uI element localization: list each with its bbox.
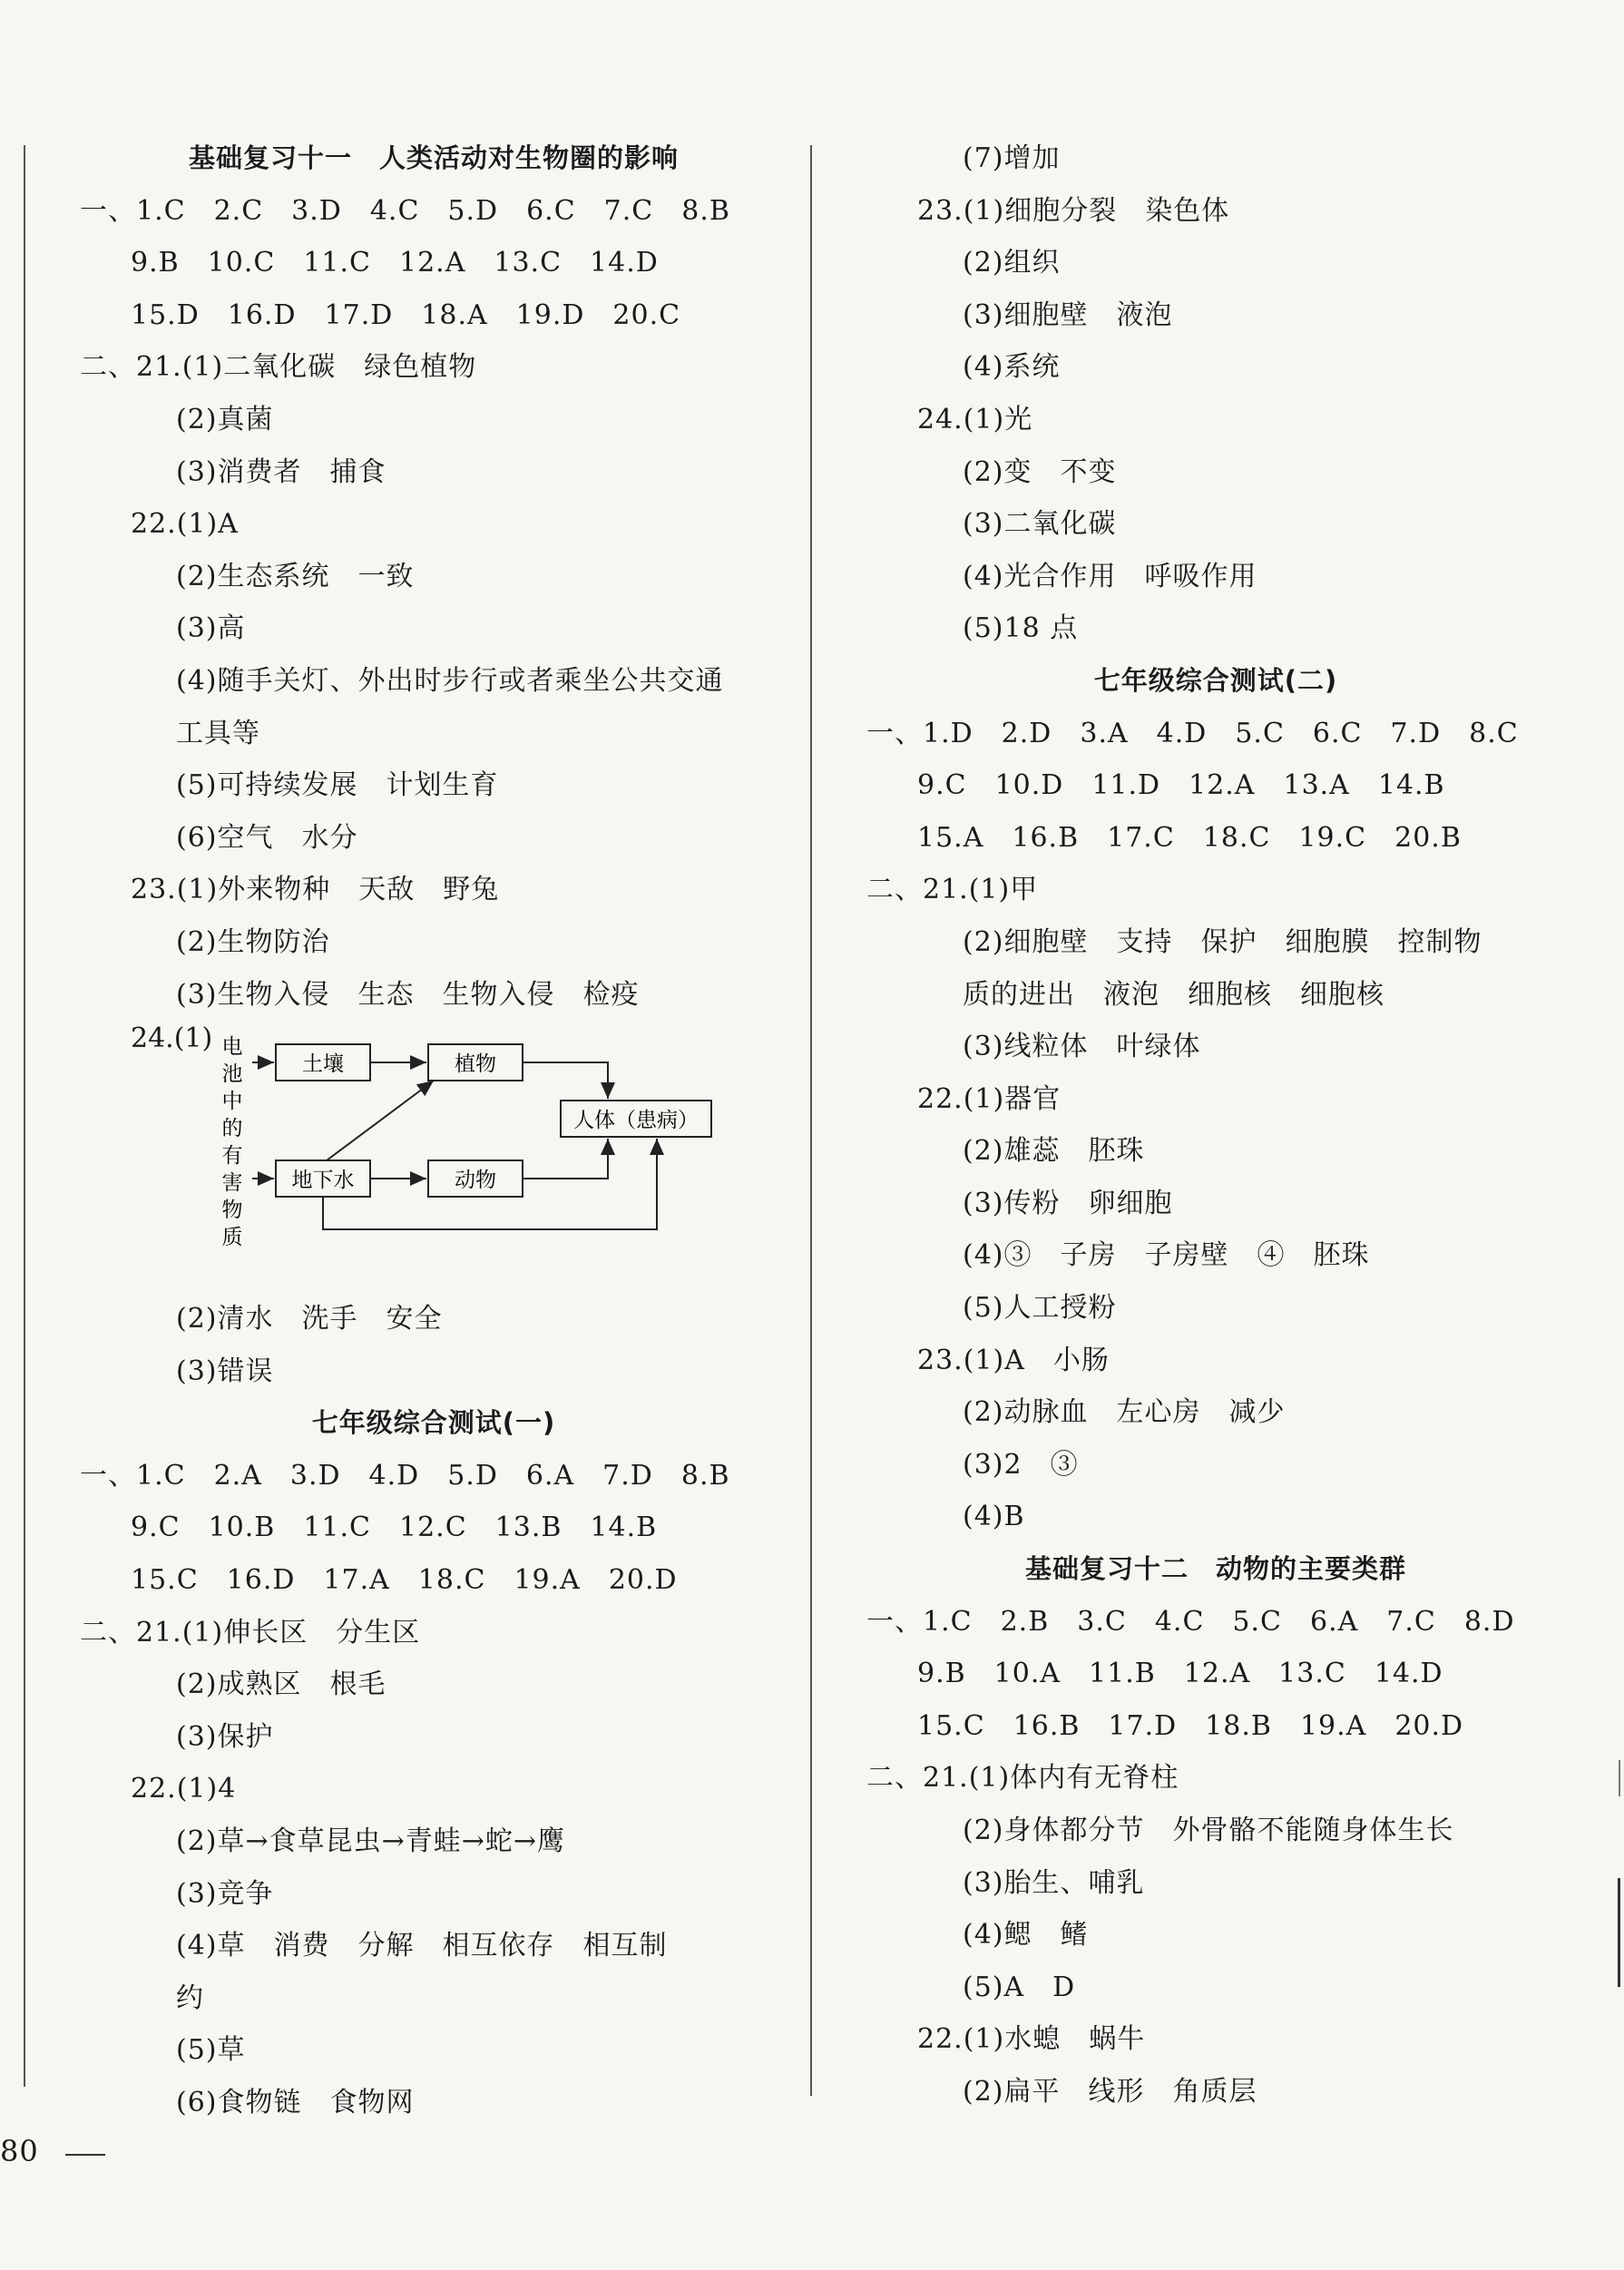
arrow-water-plant [327, 1081, 434, 1160]
answer-line: (3)竞争 [176, 1877, 274, 1910]
answer-line: (4)随手关灯、外出时步行或者乘坐公共交通 [176, 664, 724, 697]
answer-line: 22.(1)器官 [917, 1082, 1061, 1115]
answer-line: (2)雄蕊 胚珠 [963, 1135, 1145, 1168]
answer-line: (4)系统 [963, 351, 1061, 384]
answer-line: 一、1.C 2.C 3.D 4.C 5.D 6.C 7.C 8.B [80, 194, 730, 227]
answer-line: (5)草 [176, 2034, 246, 2067]
answer-line: (6)空气 水分 [176, 821, 358, 854]
answer-line: 约 [176, 1981, 204, 2014]
animal-label: 动物 [455, 1169, 496, 1193]
answer-line: (3)消费者 捕食 [176, 455, 386, 488]
section-heading: 七年级综合测试(二) [1093, 664, 1338, 696]
answer-line: 22.(1)水螅 蜗牛 [917, 2023, 1146, 2056]
answer-line: (2)细胞壁 支持 保护 细胞膜 控制物 [963, 925, 1482, 958]
answer-line: (4)③ 子房 子房壁 ④ 胚珠 [963, 1239, 1370, 1272]
answer-line: 23.(1)细胞分裂 染色体 [917, 194, 1230, 227]
answer-line: 23.(1)外来物种 天敌 野兔 [131, 874, 500, 906]
answer-line: 一、1.C 2.B 3.C 4.C 5.C 6.A 7.C 8.D [866, 1605, 1515, 1638]
answer-line: 15.D 16.D 17.D 18.A 19.D 20.C [131, 298, 681, 331]
scan-edge-marks [1615, 1724, 1624, 2041]
answer-line: 23.(1)A 小肠 [917, 1344, 1110, 1376]
answer-line: (4)草 消费 分解 相互依存 相互制 [176, 1930, 668, 1962]
diagram-question-label: 24.(1) [131, 1022, 213, 1055]
answer-line: (6)食物链 食物网 [176, 2087, 415, 2118]
answer-line: (5)人工授粉 [963, 1292, 1117, 1325]
answer-line: (4)鳃 鳍 [963, 1919, 1089, 1952]
vertical-label-char: 的 [221, 1117, 243, 1141]
soil-label: 土壤 [302, 1052, 344, 1077]
vertical-label-char: 害 [221, 1171, 243, 1196]
vertical-label-char: 电 [221, 1035, 243, 1060]
answer-line: 15.C 16.B 17.D 18.B 19.A 20.D [917, 1709, 1464, 1742]
answer-line: (2)清水 洗手 安全 [176, 1303, 443, 1336]
answer-line: (3)高 [176, 612, 246, 645]
page-number-dash [65, 2154, 105, 2156]
vertical-label-char: 有 [221, 1144, 243, 1169]
answer-line: (2)成熟区 根毛 [176, 1668, 386, 1701]
section-heading: 基础复习十二 动物的主要类群 [1024, 1553, 1406, 1585]
answer-line: (2)组织 [963, 247, 1061, 279]
arrow-plant-human [523, 1062, 608, 1099]
arrow-animal-human [523, 1139, 608, 1179]
answer-line: 22.(1)A [131, 508, 239, 541]
answer-line: 质的进出 液泡 细胞核 细胞核 [963, 978, 1384, 1011]
left-margin-rule [24, 145, 25, 2087]
vertical-label-char: 质 [221, 1226, 243, 1250]
section-heading: 七年级综合测试(一) [311, 1407, 556, 1439]
answer-line: (2)动脉血 左心房 减少 [963, 1396, 1286, 1429]
vertical-label-char: 池 [221, 1062, 243, 1087]
answer-line: 一、1.D 2.D 3.A 4.D 5.C 6.C 7.D 8.C [866, 717, 1519, 749]
answer-line: (5)可持续发展 计划生育 [176, 769, 499, 802]
vertical-label [222, 1035, 243, 1249]
answer-line: 二、21.(1)二氧化碳 绿色植物 [80, 351, 477, 384]
human-label: 人体（患病） [573, 1109, 699, 1133]
answer-line: 15.C 16.D 17.A 18.C 19.A 20.D [131, 1564, 678, 1597]
right-column [866, 132, 1565, 2118]
answer-line: (2)变 不变 [963, 455, 1117, 488]
answer-line: (3)二氧化碳 [963, 508, 1117, 541]
answer-line: (3)线粒体 叶绿体 [963, 1031, 1201, 1063]
answer-line: 15.A 16.B 17.C 18.C 19.C 20.B [917, 821, 1462, 854]
left-column [80, 132, 788, 2129]
question-24-diagram [80, 1021, 788, 1293]
answer-line: 9.B 10.A 11.B 12.A 13.C 14.D [917, 1658, 1443, 1690]
answer-line: (4)B [963, 1501, 1025, 1533]
answer-line: (4)光合作用 呼吸作用 [963, 560, 1257, 592]
answer-line: (3)保护 [176, 1720, 274, 1753]
page-number: 80 [0, 2134, 39, 2168]
answer-line: (3)胎生、哺乳 [963, 1866, 1145, 1899]
answer-line: (5)18 点 [963, 612, 1079, 645]
answer-line: (2)生物防治 [176, 925, 330, 958]
vertical-label-char: 中 [221, 1090, 243, 1114]
answer-line: 24.(1)光 [917, 403, 1033, 435]
plant-label: 植物 [455, 1052, 496, 1077]
answer-line: 二、21.(1)伸长区 分生区 [80, 1616, 421, 1649]
answer-line: (3)细胞壁 液泡 [963, 298, 1173, 331]
answer-line: (5)A D [963, 1971, 1076, 2003]
answer-line: (2)真菌 [176, 403, 274, 435]
answer-line: 9.C 10.D 11.D 12.A 13.A 14.B [917, 769, 1445, 802]
answer-line: (3)2 ③ [963, 1448, 1079, 1481]
answer-line: (3)传粉 卵细胞 [963, 1187, 1173, 1219]
answer-line: (2)身体都分节 外骨骼不能随身体生长 [963, 1815, 1454, 1846]
groundwater-label: 地下水 [291, 1169, 355, 1193]
answer-line: (7)增加 [963, 142, 1061, 174]
answer-line: (2)草→食草昆虫→青蛙→蛇→鹰 [176, 1825, 566, 1858]
vertical-label-char: 物 [221, 1199, 243, 1223]
answer-line: 二、21.(1)体内有无脊柱 [866, 1762, 1179, 1795]
answer-line: (3)错误 [176, 1355, 274, 1387]
answer-line: (2)生态系统 一致 [176, 560, 415, 592]
pollution-flow-diagram [216, 1028, 797, 1291]
answer-line: 二、21.(1)甲 [866, 874, 1039, 906]
answer-line: 一、1.C 2.A 3.D 4.D 5.D 6.A 7.D 8.B [80, 1459, 730, 1492]
section-heading: 基础复习十一 人类活动对生物圈的影响 [188, 142, 679, 173]
answer-line: 22.(1)4 [131, 1773, 237, 1805]
answer-line: 工具等 [176, 717, 260, 749]
answer-line: (2)扁平 线形 角质层 [963, 2075, 1257, 2108]
column-divider [810, 145, 812, 2096]
answer-line: 9.C 10.B 11.C 12.C 13.B 14.B [131, 1512, 658, 1544]
answer-line: (3)生物入侵 生态 生物入侵 检疫 [176, 978, 640, 1011]
answer-line: 9.B 10.C 11.C 12.A 13.C 14.D [131, 247, 659, 279]
